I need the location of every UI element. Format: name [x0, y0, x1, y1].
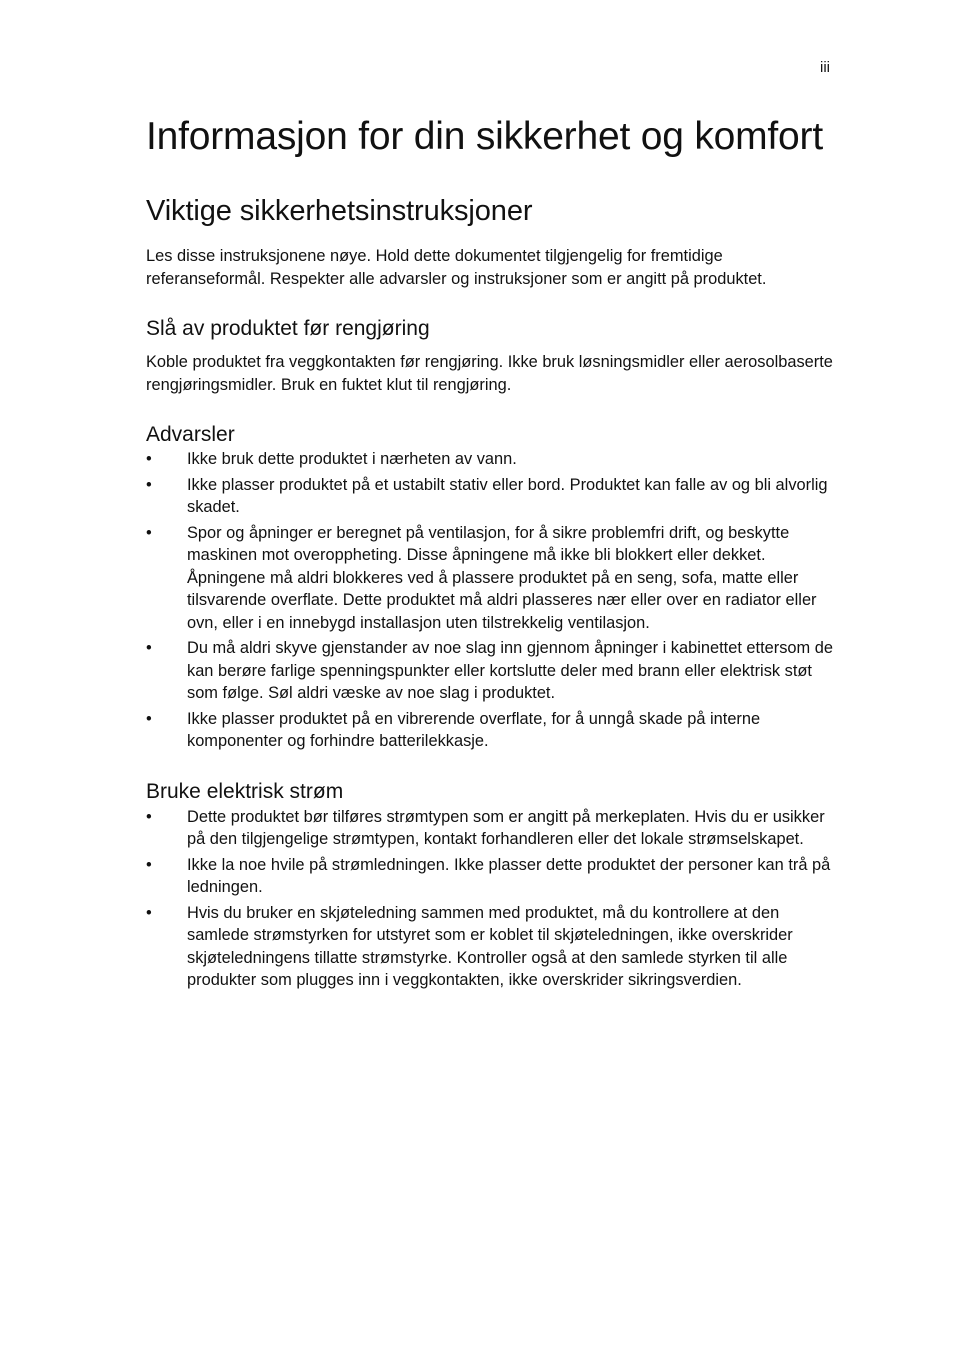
page-title: Informasjon for din sikkerhet og komfort [146, 115, 823, 158]
list-item [146, 637, 836, 705]
list-item [146, 522, 836, 635]
list-item-text: Ikke plasser produktet på et ustabilt stativ eller bord. Produktet kan falle av og bli alvorlig skadet. [187, 475, 828, 516]
intro-paragraph: Les disse instruksjonene nøye. Hold dette dokumentet tilgjengelig for fremtidige referanseformål. Respekter alle advarsler og instruksjoner som er angitt på produktet. [146, 247, 767, 288]
list-item-text: Hvis du bruker en skjøteledning sammen med produktet, må du kontrollere at den samlede strømstyrken for utstyret som er koblet til skjøteledningen, ikke overskrider skjøteledningens tillatte strømstyrke. Kontroller også at den samlede styrken til alle produkter som plugges inn i veggkontakten, ikke overskrider sikringsverdien. [187, 903, 793, 989]
list-item [146, 854, 836, 899]
list-item-text: Ikke bruk dette produktet i nærheten av vann. [187, 450, 517, 468]
bullet-icon: • [146, 903, 152, 922]
list-item [146, 806, 836, 851]
document-content [146, 114, 836, 995]
bullet-icon: • [146, 855, 152, 874]
bullet-icon: • [146, 639, 152, 657]
bullet-icon: • [146, 523, 152, 542]
power-heading: Bruke elektrisk strøm [146, 779, 344, 803]
list-item-text: Du må aldri skyve gjenstander av noe slag inn gjennom åpninger i kabinettet ettersom de kan berøre farlige spenningspunkter eller kortslutte deler med brann eller elektrisk støt som følge. Søl aldri væske av noe slag i produktet. [187, 639, 833, 702]
cleaning-heading: Slå av produktet før rengjøring [146, 317, 430, 340]
page-number: iii [820, 59, 830, 76]
list-item-text: Spor og åpninger er beregnet på ventilasjon, for å sikre problemfri drift, og beskytte maskinen mot overoppheting. Disse åpningene må ikke bli blokkert eller dekket. Åpningene må aldri blokkeres ved å plassere produktet på en seng, sofa, matte eller tilsvarende overflate. Dette produktet må aldri plasseres nær eller over en radiator eller ovn, eller i en innebygd installasjon uten tilstrekkelig ventilasjon. [187, 523, 817, 632]
list-item [146, 474, 836, 519]
section-heading: Viktige sikkerhetsinstruksjoner [146, 195, 533, 227]
list-item-text: Ikke la noe hvile på strømledningen. Ikke plasser dette produktet der personer kan trå på ledningen. [187, 855, 831, 896]
list-item [146, 448, 836, 471]
bullet-icon: • [146, 475, 152, 494]
list-item-text: Dette produktet bør tilføres strømtypen som er angitt på merkeplaten. Hvis du er usikker på den tilgjengelige strømtypen, kontakt forhandleren eller det lokale strømselskapet. [187, 807, 825, 848]
list-item-text: Ikke plasser produktet på en vibrerende overflate, for å unngå skade på interne komponenter og forhindre batterilekkasje. [187, 709, 761, 750]
bullet-icon: • [146, 709, 152, 728]
bullet-icon: • [146, 807, 152, 826]
warnings-list [146, 448, 836, 753]
warnings-heading: Advarsler [146, 423, 235, 446]
bullet-icon: • [146, 450, 152, 468]
list-item [146, 902, 836, 992]
cleaning-paragraph: Koble produktet fra veggkontakten før rengjøring. Ikke bruk løsningsmidler eller aerosolbaserte rengjøringsmidler. Bruk en fuktet klut til rengjøring. [146, 353, 833, 394]
power-list [146, 806, 836, 992]
list-item [146, 708, 836, 753]
